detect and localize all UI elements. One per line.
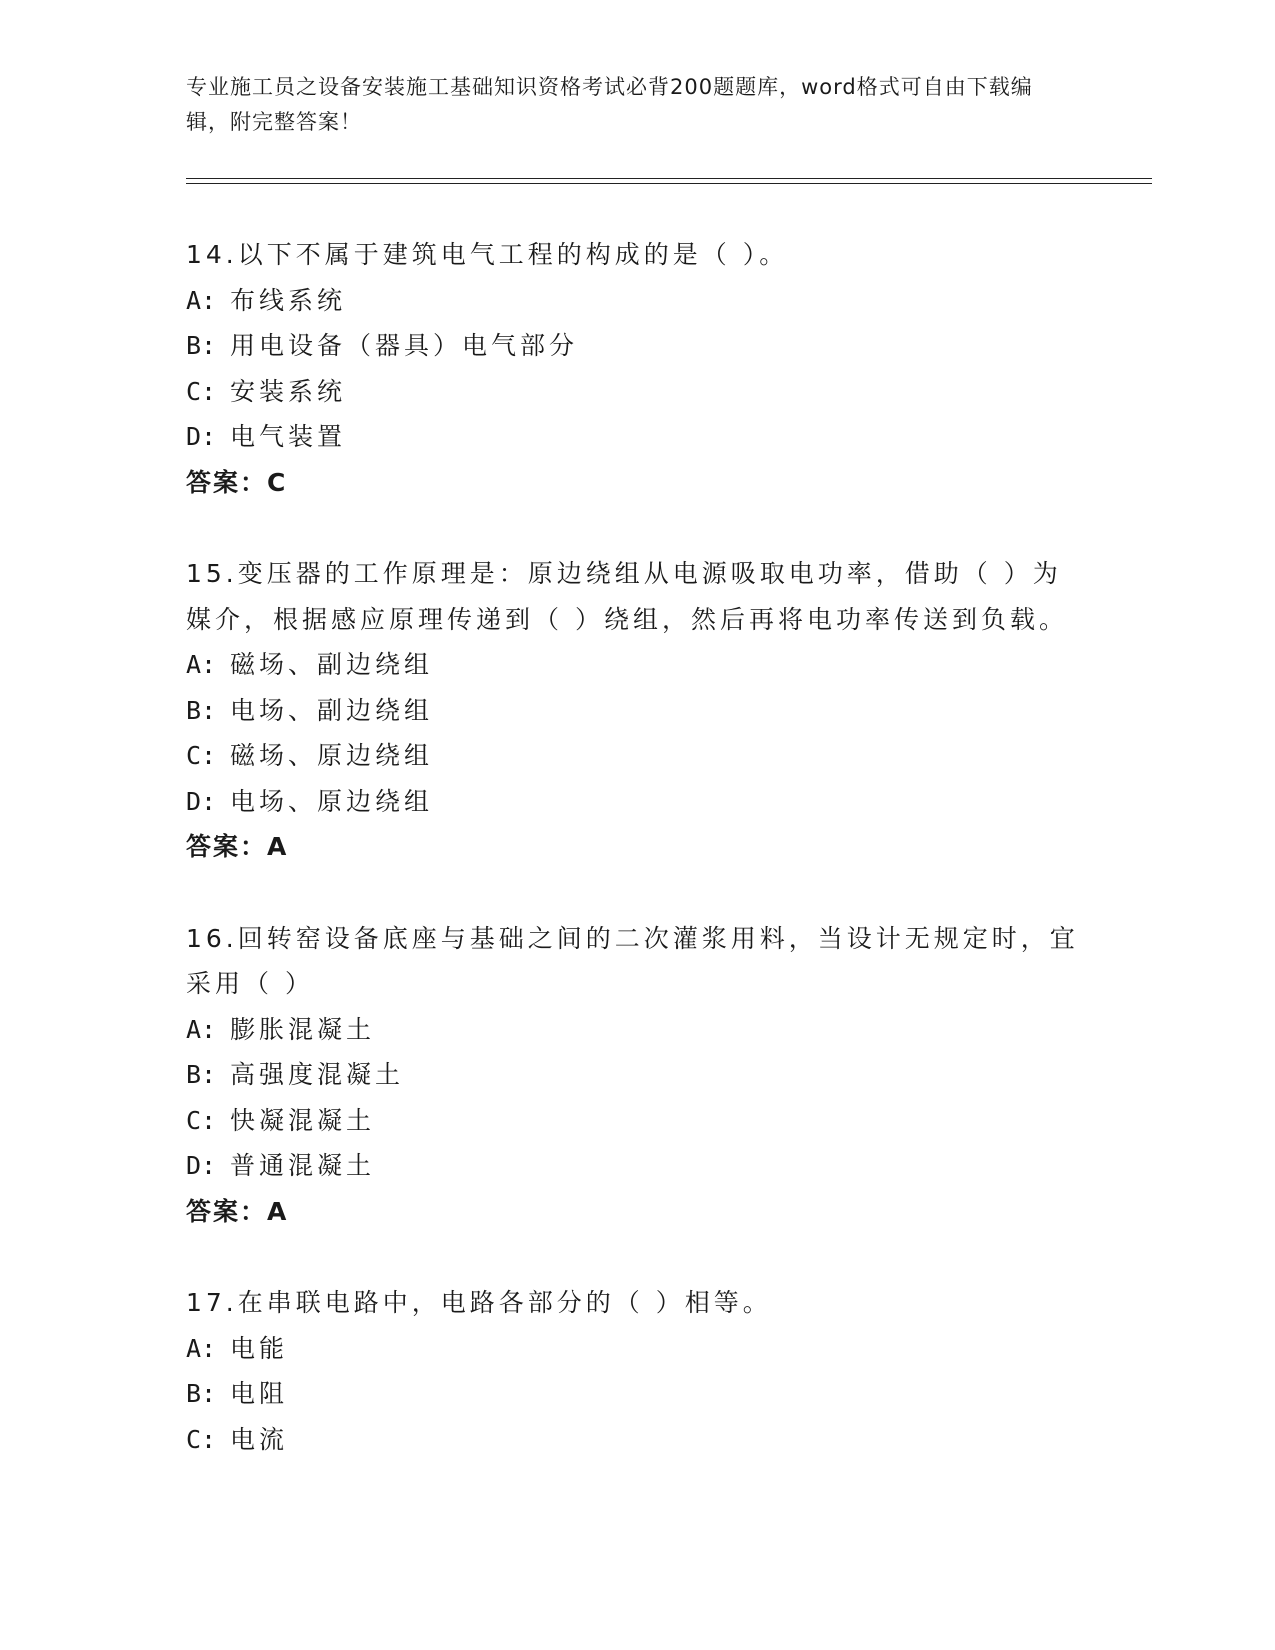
answer-line: [186, 1189, 1086, 1235]
option-letter: C:: [186, 376, 217, 406]
option-letter: A:: [186, 1014, 217, 1044]
option-text: 膨胀混凝土: [230, 1014, 376, 1044]
option-letter: B:: [186, 695, 217, 725]
option-letter: D:: [186, 422, 217, 451]
option-text: 磁场、副边绕组: [230, 650, 434, 679]
option-text: 电气装置: [230, 422, 347, 451]
question-item: [186, 551, 1086, 870]
answer-option: [186, 1052, 1086, 1098]
answer-value: A: [267, 1196, 289, 1226]
option-letter: C:: [186, 741, 217, 770]
option-text: 电场、原边绕组: [230, 786, 434, 816]
answer-option: [186, 369, 1086, 415]
option-letter: C:: [186, 1105, 217, 1135]
answer-option: [186, 1371, 1086, 1417]
question-item: [186, 1280, 1086, 1462]
question-item: [186, 232, 1086, 505]
option-text: 电能: [230, 1333, 289, 1363]
option-text: 安装系统: [230, 376, 347, 406]
option-text: 电流: [230, 1424, 289, 1454]
option-letter: D:: [186, 786, 217, 816]
answer-option: [186, 323, 1086, 369]
answer-label: 答案：: [186, 832, 268, 861]
option-letter: B:: [186, 1060, 217, 1089]
answer-value: C: [267, 467, 288, 497]
option-letter: A:: [186, 1333, 217, 1363]
option-letter: C:: [186, 1424, 217, 1454]
option-letter: B:: [186, 331, 217, 360]
option-letter: B:: [186, 1379, 217, 1408]
answer-option: [186, 1007, 1086, 1053]
question-item: [186, 916, 1086, 1235]
answer-option: [186, 642, 1086, 688]
question-text: 14.以下不属于建筑电气工程的构成的是（ ）。: [186, 240, 789, 269]
answer-label: 答案：: [186, 467, 268, 497]
answer-option: [186, 688, 1086, 734]
option-text: 用电设备（器具）电气部分: [230, 331, 579, 360]
header-divider-bottom: [186, 183, 1152, 184]
document-header: 专业施工员之设备安装施工基础知识资格考试必背200题题库，word格式可自由下载编辑，附完整答案！: [186, 75, 1033, 134]
answer-option: [186, 1098, 1086, 1144]
question-text: 17.在串联电路中，电路各部分的（ ）相等。: [186, 1288, 772, 1317]
header-divider-top: [186, 178, 1152, 179]
question-list: [186, 232, 1086, 1508]
answer-option: [186, 414, 1086, 460]
option-letter: A:: [186, 285, 217, 315]
option-text: 普通混凝土: [230, 1151, 376, 1180]
answer-value: A: [267, 832, 289, 861]
answer-line: [186, 824, 1086, 870]
answer-option: [186, 1143, 1086, 1189]
option-text: 高强度混凝土: [230, 1060, 405, 1089]
answer-option: [186, 1326, 1086, 1372]
option-text: 电场、副边绕组: [230, 695, 434, 725]
answer-option: [186, 733, 1086, 779]
option-text: 磁场、原边绕组: [230, 741, 434, 770]
question-text: 16.回转窑设备底座与基础之间的二次灌浆用料，当设计无规定时，宜采用（ ）: [186, 923, 1079, 998]
question-text: 15.变压器的工作原理是：原边绕组从电源吸取电功率，借助（ ）为媒介，根据感应原理传递到（ ）绕组，然后再将电功率传送到负载。: [186, 559, 1068, 634]
option-letter: A:: [186, 650, 217, 679]
answer-option: [186, 779, 1086, 825]
answer-option: [186, 278, 1086, 324]
option-text: 电阻: [230, 1379, 289, 1408]
answer-option: [186, 1417, 1086, 1463]
answer-label: 答案：: [186, 1196, 268, 1226]
option-text: 布线系统: [230, 285, 347, 315]
option-text: 快凝混凝土: [230, 1105, 376, 1135]
option-letter: D:: [186, 1151, 217, 1180]
answer-line: [186, 460, 1086, 506]
